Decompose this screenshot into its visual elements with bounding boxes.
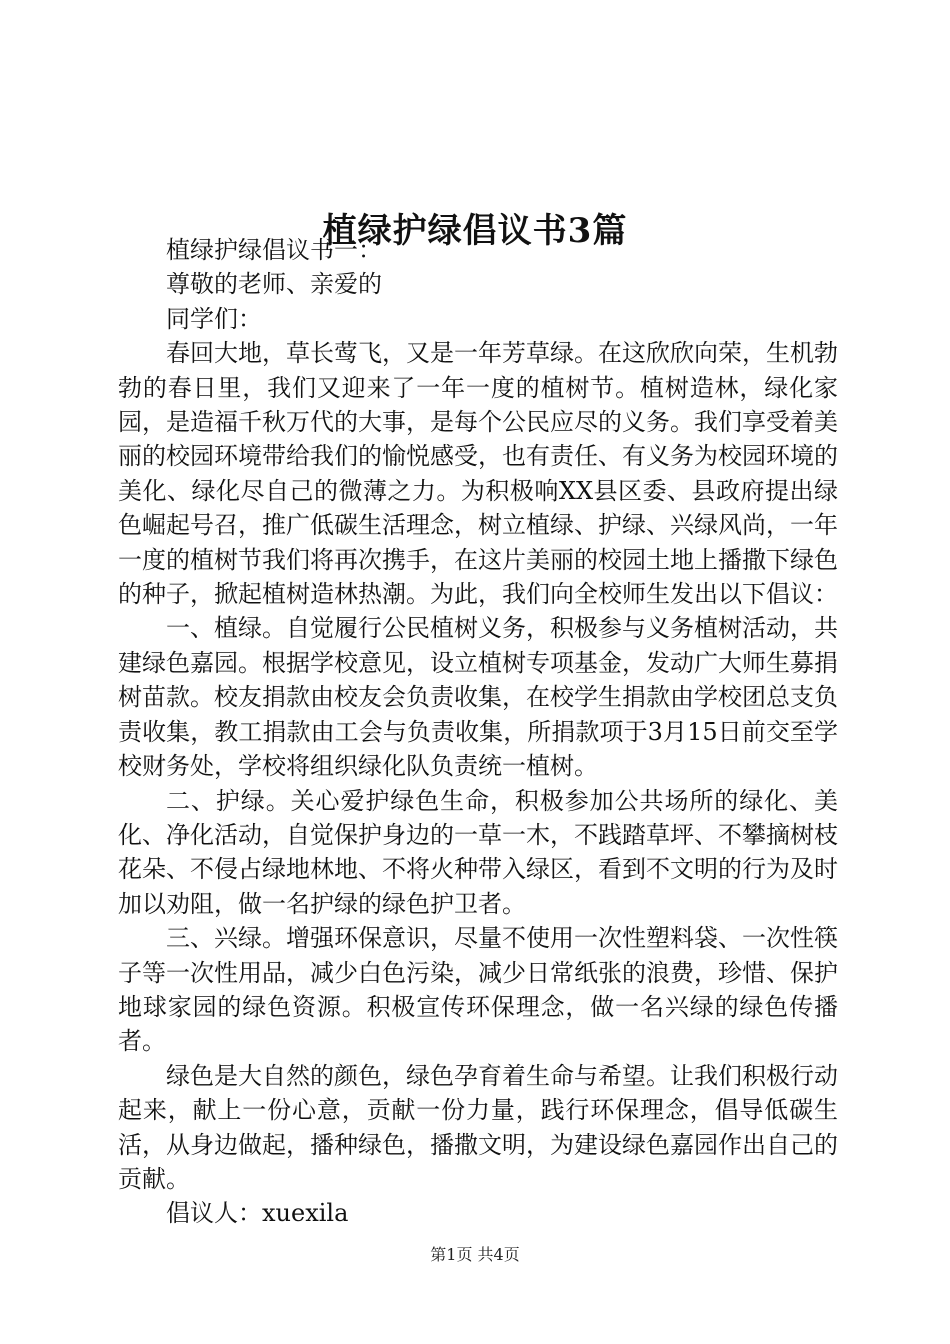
paragraph-heading: 植绿护绿倡议书一： (166, 236, 382, 264)
paragraph-item-3: 三、兴绿。增强环保意识，尽量不使用一次性塑料袋、一次性筷子等一次性用品，减少白色污染，减少日常纸张的浪费，珍惜、保护地球家园的绿色资源。积极宣传环保理念，做一名兴绿的绿色传播者。 (118, 924, 838, 1056)
paragraph-signature: 倡议人：xuexila (166, 1199, 349, 1228)
paragraph-intro: 春回大地，草长莺飞，又是一年芳草绿。在这欣欣向荣，生机勃勃的春日里，我们又迎来了一年一度的植树节。植树造林，绿化家园，是造福千秋万代的大事，是每个公民应尽的义务。我们享受着美丽的校园环境带给我们的愉悦感受，也有责任、有义务为校园环境的美化、绿化尽自己的微薄之力。为积极响XX县区委、县政府提出绿色崛起号召，推广低碳生活理念，树立植绿、护绿、兴绿风尚，一年一度的植树节我们将再次携手，在这片美丽的校园土地上播撒下绿色的种子，掀起植树造林热潮。为此，我们向全校师生发出以下倡议： (118, 339, 838, 609)
document-title: 植绿护绿倡议书3篇 (322, 210, 628, 251)
page-footer: 第1页 共4页 (430, 1245, 520, 1264)
paragraph-salutation: 尊敬的老师、亲爱的 (166, 270, 382, 299)
paragraph-salutation-cont: 同学们： (166, 304, 262, 333)
paragraph-item-2: 二、护绿。关心爱护绿色生命，积极参加公共场所的绿化、美化、净化活动，自觉保护身边的一草一木，不践踏草坪、不攀摘树枝花朵、不侵占绿地林地、不将火种带入绿区，看到不文明的行为及时加以劝阻，做一名护绿的绿色护卫者。 (118, 786, 838, 918)
paragraph-item-1: 一、植绿。自觉履行公民植树义务，积极参与义务植树活动，共建绿色嘉园。根据学校意见，设立植树专项基金，发动广大师生募捐树苗款。校友捐款由校友会负责收集，在校学生捐款由学校团总支负责收集，教工捐款由工会与负责收集，所捐款项于3月15日前交至学校财务处，学校将组织绿化队负责统一植树。 (118, 614, 838, 781)
paragraph-closing: 绿色是大自然的颜色，绿色孕育着生命与希望。让我们积极行动起来，献上一份心意，贡献一份力量，践行环保理念，倡导低碳生活，从身边做起，播种绿色，播撒文明，为建设绿色嘉园作出自己的贡献。 (118, 1061, 838, 1193)
document-body (118, 233, 838, 1231)
